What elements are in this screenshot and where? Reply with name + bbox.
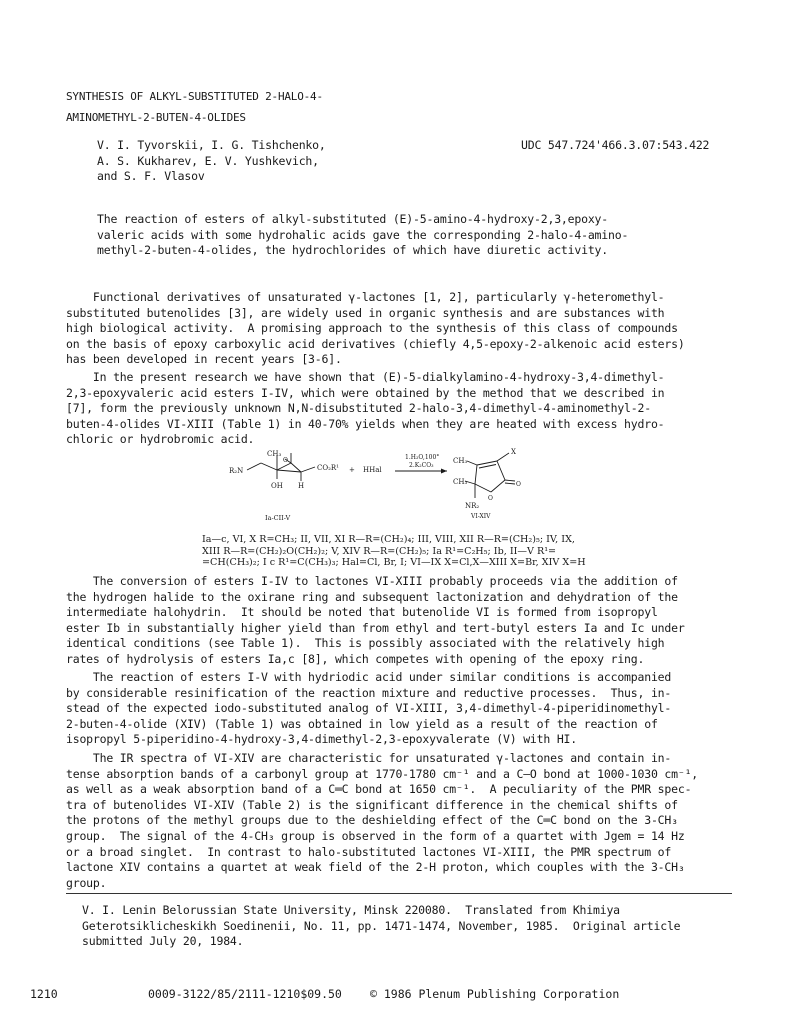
text-line: stead of the expected iodo-substituted analog of VI-XIII, 3,4-dimethyl-4-piperidinomethyl- xyxy=(66,701,672,716)
article-code: 0009-3122/85/2111-1210$09.50 xyxy=(148,987,342,1001)
paragraph-3 xyxy=(66,574,685,668)
paragraph-4 xyxy=(66,670,671,748)
halogen-x-label: X xyxy=(511,448,516,456)
text-line: The conversion of esters I-IV to lactones VI-XIII probably proceeds via the addition of xyxy=(66,574,678,588)
article-title xyxy=(66,86,323,128)
paragraph-1 xyxy=(66,290,685,368)
reaction-scheme xyxy=(225,448,565,530)
text-line: the protons of the methyl groups due to the deshielding effect of the C═C bond on the 3-CH₃ xyxy=(66,813,678,828)
text-line: The reaction of esters I-V with hydriodic acid under similar conditions is accompanied xyxy=(66,670,672,684)
carbonyl-oxygen-label: O xyxy=(516,481,521,488)
footnote-divider xyxy=(66,893,732,894)
footnote-line: Geterotsiklicheskikh Soedinenii, No. 11, pp. 1471-1474, November, 1985. Original article xyxy=(82,918,681,933)
author-line: and S. F. Vlasov xyxy=(97,169,205,184)
hydrogen-label: H xyxy=(298,482,305,490)
product-label: VI-XIV xyxy=(471,513,491,520)
abstract-line: methyl-2-buten-4-olides, the hydrochlorides of which have diuretic activity. xyxy=(97,243,608,258)
author-line: V. I. Tyvorskii, I. G. Tishchenko, xyxy=(97,138,326,152)
abstract xyxy=(97,212,628,259)
amine-label: NR₂ xyxy=(465,502,480,510)
r2n-label: R₂N xyxy=(229,467,244,475)
text-line: on the basis of epoxy carboxylic acid derivatives (chiefly 4,5-epoxy-2-alkenoic acid esters) xyxy=(66,336,685,351)
text-line: [7], form the previously unknown N,N-disubstituted 2-halo-3,4-dimethyl-4-aminomethyl-2- xyxy=(66,401,651,416)
page-number: 1210 xyxy=(30,987,58,1001)
paragraph-5 xyxy=(66,751,698,891)
text-line: chloric or hydrobromic acid. xyxy=(66,432,255,447)
text-line: substituted butenolides [3], are widely used in organic synthesis and are substances with xyxy=(66,305,665,320)
text-line: The IR spectra of VI-XIV are characteristic for unsaturated γ-lactones and contain in- xyxy=(66,751,672,765)
condition-1-label: 1.H₂O,100° xyxy=(405,454,440,461)
abstract-line: valeric acids with some hydrohalic acids gave the corresponding 2-halo-4-amino- xyxy=(97,227,629,242)
text-line: as well as a weak absorption band of a C═C bond at 1650 cm⁻¹. A peculiarity of the PMR spec- xyxy=(66,782,692,797)
text-line: intermediate halohydrin. It should be noted that butenolide VI is formed from isopropyl xyxy=(66,605,658,620)
text-line: identical conditions (see Table 1). This is possibly associated with the relatively high xyxy=(66,636,665,651)
product-structure xyxy=(465,453,515,498)
paragraph-2 xyxy=(66,370,664,448)
footnote xyxy=(82,903,680,950)
author-list xyxy=(97,138,326,185)
text-line: or a broad singlet. In contrast to halo-substituted lactones VI-XIII, the PMR spectrum of xyxy=(66,844,672,859)
footnote-line: V. I. Lenin Belorussian State University, Minsk 220080. Translated from Khimiya xyxy=(82,903,620,917)
product-ch3-label: CH₃ xyxy=(453,457,468,465)
author-line: A. S. Kukharev, E. V. Yushkevich, xyxy=(97,153,319,168)
hydroxyl-label: OH xyxy=(271,482,283,490)
product-ch3-label: CH₃ xyxy=(453,478,468,486)
text-line: group. xyxy=(66,875,107,890)
legend-line: Ia—c, VI, X R=CH₃; II, VII, XI R—R=(CH₂)₄; III, VIII, XII R—R=(CH₂)₅; IV, IX, xyxy=(202,534,575,545)
ring-oxygen-label: O xyxy=(488,495,493,502)
ester-group-label: CO₂R¹ xyxy=(317,464,339,472)
legend-line: XIII R—R=(CH₂)₂O(CH₂)₂; V, XIV R—R=(CH₂)₅; Ia R¹=C₂H₅; Ib, II—V R¹= xyxy=(202,545,557,557)
text-line: high biological activity. A promising approach to the synthesis of this class of compounds xyxy=(66,321,678,336)
reactant-label: Ia-CII-V xyxy=(265,514,291,522)
footnote-line: submitted July 20, 1984. xyxy=(82,934,244,949)
text-line: In the present research we have shown that (E)-5-dialkylamino-4-hydroxy-3,4-dimethyl- xyxy=(66,370,665,384)
text-line: lactone XIV contains a quartet at weak field of the 2-H proton, which couples with the 3-CH₃ xyxy=(66,860,685,875)
arrow-head-icon xyxy=(441,469,447,474)
text-line: ester Ib in substantially higher yield than from ethyl and tert-butyl esters Ia and Ic under xyxy=(66,620,685,635)
udc-code: UDC 547.724'466.3.07:543.422 xyxy=(521,138,710,152)
text-line: the hydrogen halide to the oxirane ring and subsequent lactonization and dehydration of the xyxy=(66,589,678,604)
text-line: tense absorption bands of a carbonyl group at 1770-1780 cm⁻¹ and a C—O bond at 1000-1030 cm⁻¹, xyxy=(66,766,699,781)
epoxide-oxygen-label: O xyxy=(283,457,288,464)
title-line-2: AMINOMETHYL-2-BUTEN-4-OLIDES xyxy=(66,111,246,124)
text-line: 2,3-epoxyvaleric acid esters I-IV, which were obtained by the method that we described in xyxy=(66,385,665,400)
text-line: by considerable resinification of the reaction mixture and reductive processes. Thus, in- xyxy=(66,685,672,700)
reagent-label: HHal xyxy=(363,466,382,474)
legend-line: =CH(CH₃)₂; I c R¹=C(CH₃)₃; Hal=Cl, Br, I; VI—IX X=Cl,X—XIII X=Br, XIV X=H xyxy=(202,557,586,568)
title-line-1: SYNTHESIS OF ALKYL-SUBSTITUTED 2-HALO-4- xyxy=(66,90,323,103)
text-line: Functional derivatives of unsaturated γ-lactones [1, 2], particularly γ-heteromethyl- xyxy=(66,290,665,304)
text-line: isopropyl 5-piperidino-4-hydroxy-3,4-dimethyl-2,3-epoxyvalerate (V) with HI. xyxy=(66,732,577,747)
ch3-label: CH₃ xyxy=(267,450,282,458)
text-line: has been developed in recent years [3-6]. xyxy=(66,352,342,367)
copyright-notice: © 1986 Plenum Publishing Corporation xyxy=(370,987,620,1001)
text-line: buten-4-olides VI-XIII (Table 1) in 40-70% yields when they are heated with excess hydro- xyxy=(66,416,665,431)
condition-2-label: 2.K₂CO₃ xyxy=(409,462,434,469)
text-line: group. The signal of the 4-CH₃ group is observed in the form of a quartet with Jgem = 14 Hz xyxy=(66,828,685,843)
text-line: tra of butenolides VI-XIV (Table 2) is the significant difference in the chemical shifts of xyxy=(66,797,678,812)
text-line: rates of hydrolysis of esters Ia,c [8], which competes with opening of the epoxy ring. xyxy=(66,651,645,666)
abstract-line: The reaction of esters of alkyl-substituted (E)-5-amino-4-hydroxy-2,3,epoxy- xyxy=(97,212,608,226)
plus-sign: + xyxy=(349,466,355,474)
text-line: 2-buten-4-olide (XIV) (Table 1) was obtained in low yield as a result of the reaction of xyxy=(66,716,658,731)
scheme-legend xyxy=(202,534,586,569)
